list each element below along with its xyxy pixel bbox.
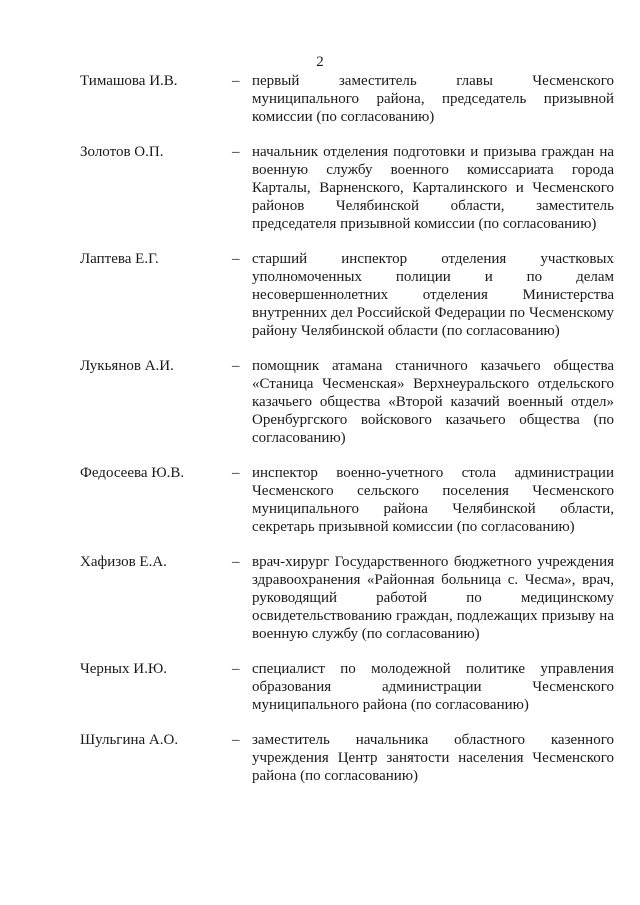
- page-number: 2: [316, 54, 324, 70]
- member-name: Федосеева Ю.В.: [80, 465, 185, 481]
- member-dash: –: [232, 732, 240, 748]
- member-row: [80, 357, 615, 447]
- member-description: старший инспектор отделения участковых уполномоченных полиции и по делам несовершеннолетних отделения Министерства внутренних дел Российской Федерации по Чесменскому району Челябинской области (по согласованию): [252, 251, 614, 339]
- member-row: [80, 660, 615, 714]
- member-name: Тимашова И.В.: [80, 73, 178, 89]
- member-description: инспектор военно-учетного стола администрации Чесменского сельского поселения Чесменского муниципального района Челябинской области, секретарь призывной комиссии (по согласованию): [252, 465, 614, 535]
- member-dash: –: [232, 358, 240, 374]
- member-dash: –: [232, 144, 240, 160]
- member-name: Лаптева Е.Г.: [80, 251, 159, 267]
- member-description: помощник атамана станичного казачьего общества «Станица Чесменская» Верхнеуральского отдельского казачьего общества «Второй казачий военный отдел» Оренбургского войскового казачьего общества (по согласованию): [252, 358, 614, 446]
- member-description: начальник отделения подготовки и призыва граждан на военную службу военного комиссариата города Карталы, Варненского, Карталинского и Чесменского районов Челябинской области, заместитель председателя призывной комиссии (по согласованию): [252, 144, 614, 232]
- member-row: [80, 143, 615, 233]
- member-row: [80, 464, 615, 536]
- member-description: первый заместитель главы Чесменского муниципального района, председатель призывной комиссии (по согласованию): [252, 73, 614, 125]
- member-description: врач-хирург Государственного бюджетного учреждения здравоохранения «Районная больница с. Чесма», врач, руководящий работой по медицинскому освидетельствованию граждан, подлежащих призыву на военную службу (по согласованию): [252, 554, 614, 642]
- member-row: [80, 250, 615, 340]
- member-row: [80, 731, 615, 785]
- member-description: специалист по молодежной политике управления образования администрации Чесменского муниципального района (по согласованию): [252, 661, 614, 713]
- member-name: Хафизов Е.А.: [80, 554, 167, 570]
- commission-member-list: [80, 72, 615, 802]
- member-name: Черных И.Ю.: [80, 661, 168, 677]
- member-dash: –: [232, 73, 240, 89]
- member-dash: –: [232, 251, 240, 267]
- member-dash: –: [232, 661, 240, 677]
- member-name: Золотов О.П.: [80, 144, 164, 160]
- member-dash: –: [232, 554, 240, 570]
- member-dash: –: [232, 465, 240, 481]
- member-name: Шульгина А.О.: [80, 732, 179, 748]
- member-name: Лукьянов А.И.: [80, 358, 174, 374]
- member-row: [80, 72, 615, 126]
- member-row: [80, 553, 615, 643]
- member-description: заместитель начальника областного казенного учреждения Центр занятости населения Чесменского района (по согласованию): [252, 732, 614, 784]
